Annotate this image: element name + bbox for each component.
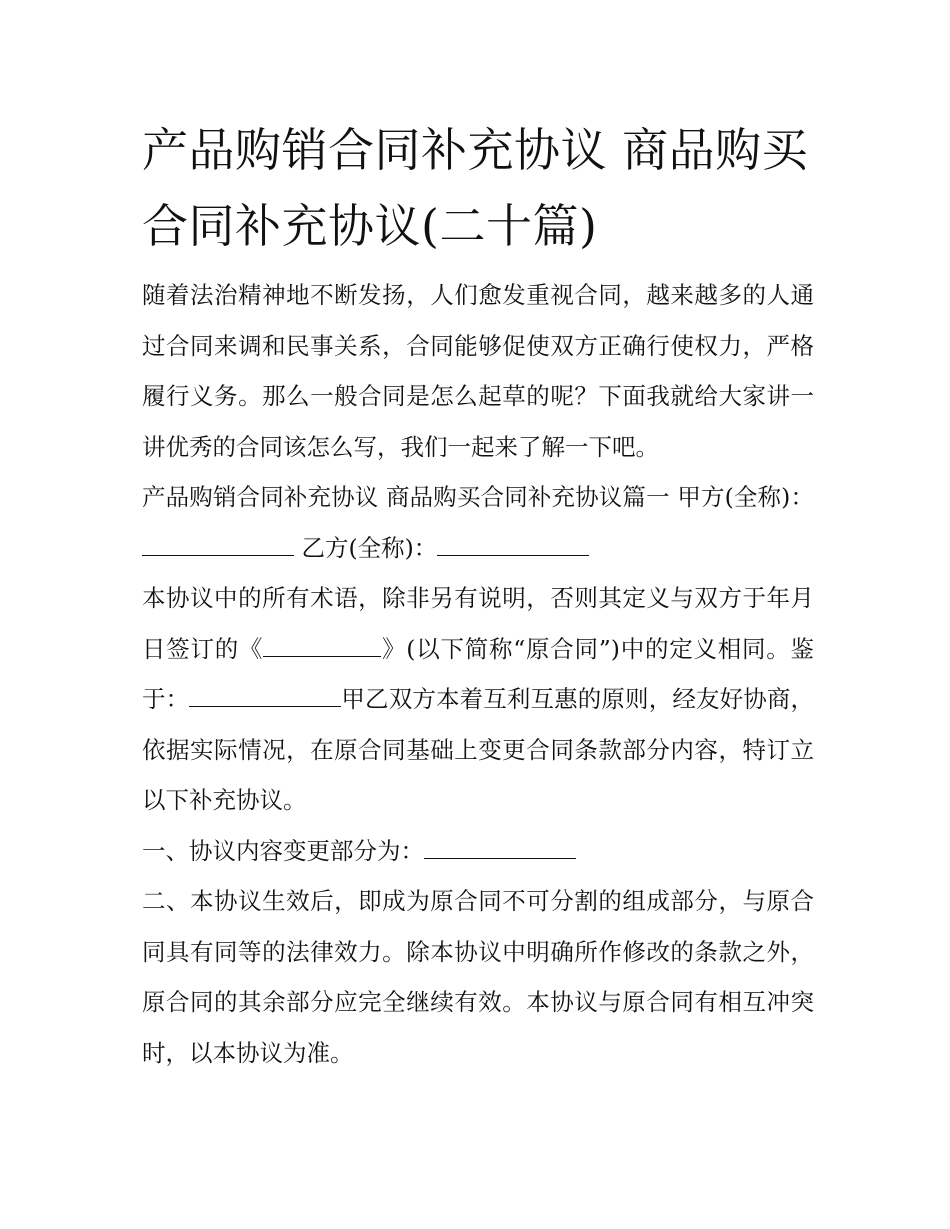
clause-2-paragraph: 二、本协议生效后，即成为原合同不可分割的组成部分，与原合同具有同等的法律效力。除本协议中明确所作修改的条款之外，原合同的其余部分应完全继续有效。本协议与原合同有相互冲突时，以本协议为准。 [142, 887, 814, 1067]
party-b-blank [437, 531, 589, 556]
contract-name-blank [263, 632, 381, 657]
parties-paragraph [142, 472, 814, 573]
change-content-blank [424, 834, 576, 859]
document-page [142, 112, 814, 1078]
party-a-blank [142, 531, 294, 556]
clause-1-paragraph [142, 826, 814, 877]
terms-text-2: 》(以下简称“原合同”)中的定义相同。鉴于： [142, 634, 814, 713]
clause-1-text: 一、协议内容变更部分为： [142, 836, 424, 865]
parties-lead-text: 产品购销合同补充协议 商品购买合同补充协议篇一 甲方(全称)： [142, 483, 814, 511]
party-b-label: 乙方(全称)： [294, 533, 438, 562]
terms-text-3: 甲乙双方本着互利互惠的原则，经友好协商，依据实际情况，在原合同基础上变更合同条款部分内容，特订立以下补充协议。 [142, 685, 815, 814]
terms-paragraph [142, 573, 814, 826]
intro-paragraph: 随着法治精神地不断发扬，人们愈发重视合同，越来越多的人通过合同来调和民事关系，合同能够促使双方正确行使权力，严格履行义务。那么一般合同是怎么起草的呢？下面我就给大家讲一讲优秀的合同该怎么写，我们一起来了解一下吧。 [142, 281, 814, 461]
whereas-blank [189, 682, 341, 707]
terms-text-1: 本协议中的所有术语，除非另有说明，否则其定义与双方于年月日签订的《 [142, 584, 814, 663]
document-title: 产品购销合同补充协议 商品购买合同补充协议(二十篇) [142, 123, 809, 253]
